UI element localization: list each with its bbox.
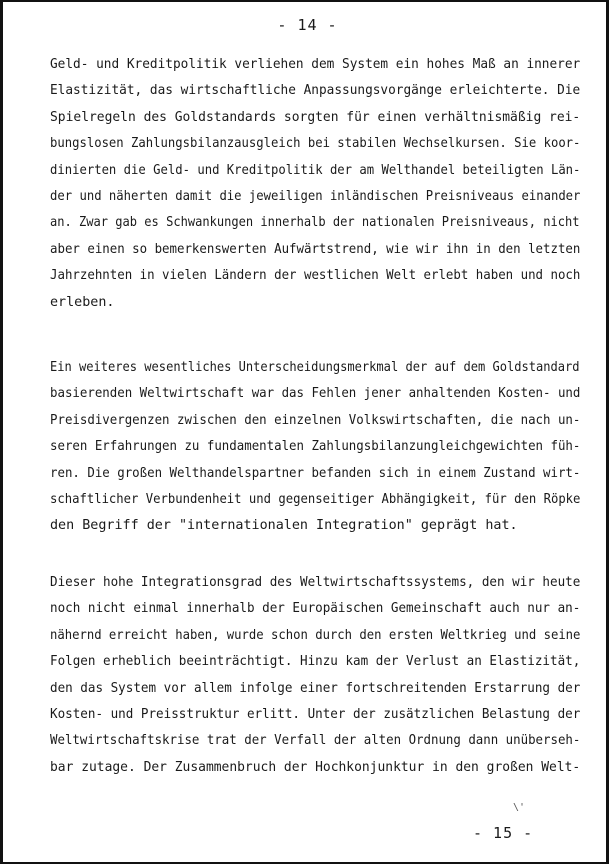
text-line: nähernd erreicht haben, wurde schon durch den ersten Weltkrieg und seine (50, 627, 581, 643)
text-line: der und näherten damit die jeweiligen inländischen Preisniveaus einander (50, 189, 581, 205)
text-line: Geld- und Kreditpolitik verliehen dem System ein hohes Maß an innerer (50, 57, 581, 72)
text-line: an. Zwar gab es Schwankungen innerhalb der nationalen Preisniveaus, nicht (50, 215, 580, 231)
text-line: basierenden Weltwirtschaft war das Fehlen jener anhaltenden Kosten- und (50, 386, 581, 402)
text-line: Weltwirtschaftskrise trat der Verfall der alten Ordnung dann unüberseh- (50, 733, 581, 749)
text-line: Dieser hohe Integrationsgrad des Weltwirtschaftssystems, den wir heute (50, 575, 581, 590)
text-line: den Begriff der "internationalen Integration" geprägt hat. (50, 518, 518, 534)
text-line: Kosten- und Preisstruktur erlitt. Unter der zusätzlichen Belastung der (50, 707, 581, 723)
text-line: Preisdivergenzen zwischen den einzelnen Volkswirtschaften, die nach un- (50, 412, 581, 428)
text-line: Jahrzehnten in vielen Ländern der westlichen Welt erlebt haben und noch (50, 268, 581, 284)
text-line: bungslosen Zahlungsbilanzausgleich bei stabilen Wechselkursen. Sie koor- (50, 136, 581, 152)
text-line: den das System vor allem infolge einer fortschreitenden Erstarrung der (50, 680, 581, 696)
paragraph-1 (50, 52, 580, 316)
next-page-number: - 15 - (473, 824, 534, 842)
text-line: seren Erfahrungen zu fundamentalen Zahlungsbilanzungleichgewichten füh- (50, 439, 581, 455)
text-line: bar zutage. Der Zusammenbruch der Hochkonjunktur in den großen Welt- (50, 759, 581, 775)
text-line: ren. Die großen Welthandelspartner befanden sich in einem Zustand wirt- (50, 465, 581, 481)
text-line: erleben. (50, 294, 115, 310)
paragraph-3 (50, 570, 580, 781)
scan-speck: \' (513, 802, 526, 813)
text-line: Elastizität, das wirtschaftliche Anpassungsvorgänge erleichterte. Die (50, 83, 581, 99)
page-number: - 14 - (277, 16, 338, 34)
text-line: schaftlicher Verbundenheit und gegenseitiger Abhängigkeit, für den Röpke (50, 492, 581, 508)
text-line: aber einen so bemerkenswerten Aufwärtstrend, wie wir ihn in den letzten (50, 241, 581, 257)
text-line: Spielregeln des Goldstandards sorgten für einen verhältnismäßig rei- (50, 109, 581, 125)
text-line: Ein weiteres wesentliches Unterscheidungsmerkmal der auf dem Goldstandard (50, 360, 580, 375)
text-line: dinierten die Geld- und Kreditpolitik der am Welthandel beteiligten Län- (50, 162, 581, 178)
paragraph-2 (50, 355, 580, 540)
text-line: noch nicht einmal innerhalb der Europäischen Gemeinschaft auch nur an- (50, 601, 581, 617)
text-line: Folgen erheblich beeinträchtigt. Hinzu kam der Verlust an Elastizität, (50, 654, 581, 670)
